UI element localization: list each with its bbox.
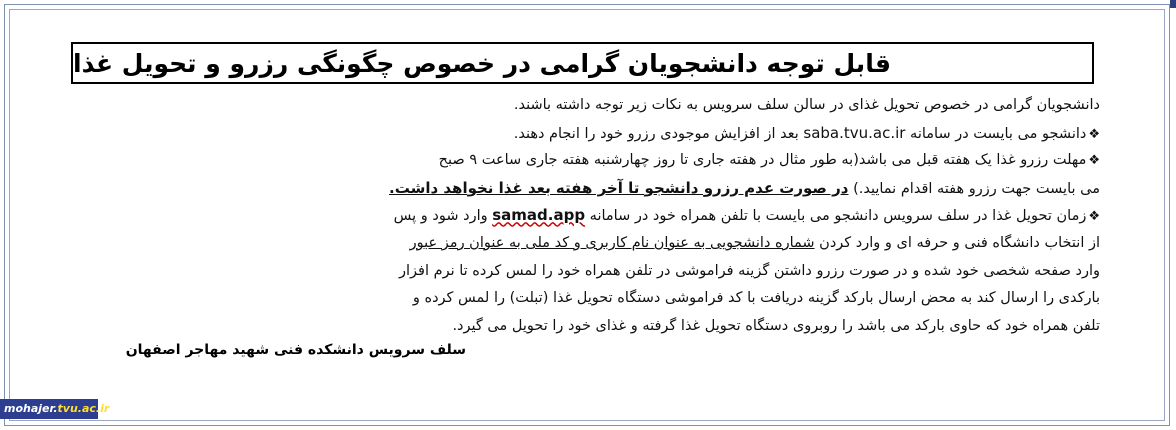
bullet-icon: ❖ — [1088, 153, 1100, 169]
intro-line: دانشجویان گرامی در خصوص تحویل غذای در سالن سلف سرویس به نکات زیر توجه داشته باشند. — [513, 97, 1100, 113]
item3-line2-text: از انتخاب دانشگاه فنی و حرفه ای و وارد کردن — [814, 234, 1100, 251]
bullet-icon: ❖ — [1088, 209, 1100, 225]
item2-line2-text: می بایست جهت رزرو هفته اقدام نمایید.) — [848, 180, 1100, 197]
corner-mark — [1170, 0, 1176, 8]
item1-text-before: دانشجو می بایست در سامانه — [905, 125, 1087, 142]
notice-body — [72, 92, 1100, 340]
list-item-continuation: وارد صفحه شخصی خود شده و در صورت رزرو داشتن گزینه فراموشی در تلفن همراه خود را لمس کرده تا نرم افزار — [399, 262, 1100, 279]
list-item — [72, 202, 1100, 230]
list-item-continuation — [72, 175, 1100, 203]
saba-link[interactable]: saba.tvu.ac.ir — [803, 123, 906, 142]
item2-emphasis: در صورت عدم رزرو دانشجو تا آخر هفته بعد غذا نخواهد داشت. — [389, 178, 849, 197]
list-item-continuation: تلفن همراه خود که حاوی بارکد می باشد را روبروی دستگاه تحویل غذا گرفته و غذای خود را تحویل می گیرد. — [452, 317, 1100, 334]
list-item-continuation — [72, 230, 1100, 258]
item3-text-before: زمان تحویل غذا در سلف سرویس دانشجو می بایست با تلفن همراه خود در سامانه — [585, 208, 1087, 225]
notice-title: قابل توجه دانشجویان گرامی در خصوص چگونگی رزرو و تحویل غذا — [71, 42, 1094, 84]
list-item-continuation: بارکدی را ارسال کند به محض ارسال بارکد گزینه دریافت با کد فراموشی دستگاه تحویل غذا (تبلت) را لمس کرده و — [412, 290, 1100, 307]
item3-underlined: شماره دانشجویی به عنوان نام کاربری و کد ملی به عنوان رمز عبور — [409, 234, 815, 251]
signature-line: سلف سرویس دانشکده فنی شهید مهاجر اصفهان — [125, 342, 466, 358]
bullet-icon: ❖ — [1088, 126, 1100, 142]
site-watermark-tld: tvu.ac.ir — [57, 402, 110, 415]
list-item — [72, 147, 1100, 175]
item2-line1: مهلت رزرو غذا یک هفته قبل می باشد(به طور مثال در هفته جاری تا روز چهارشنبه هفته جاری ساعت ۹ صبح — [438, 152, 1087, 169]
item1-text-after: بعد از افزایش موجودی رزرو خود را انجام دهند. — [513, 125, 804, 142]
list-item — [72, 120, 1100, 148]
site-watermark-main: mohajer. — [4, 402, 58, 415]
item3-text-after: وارد شود و پس — [393, 208, 493, 225]
samad-link[interactable]: samad.app — [492, 206, 586, 225]
site-watermark — [0, 399, 110, 419]
